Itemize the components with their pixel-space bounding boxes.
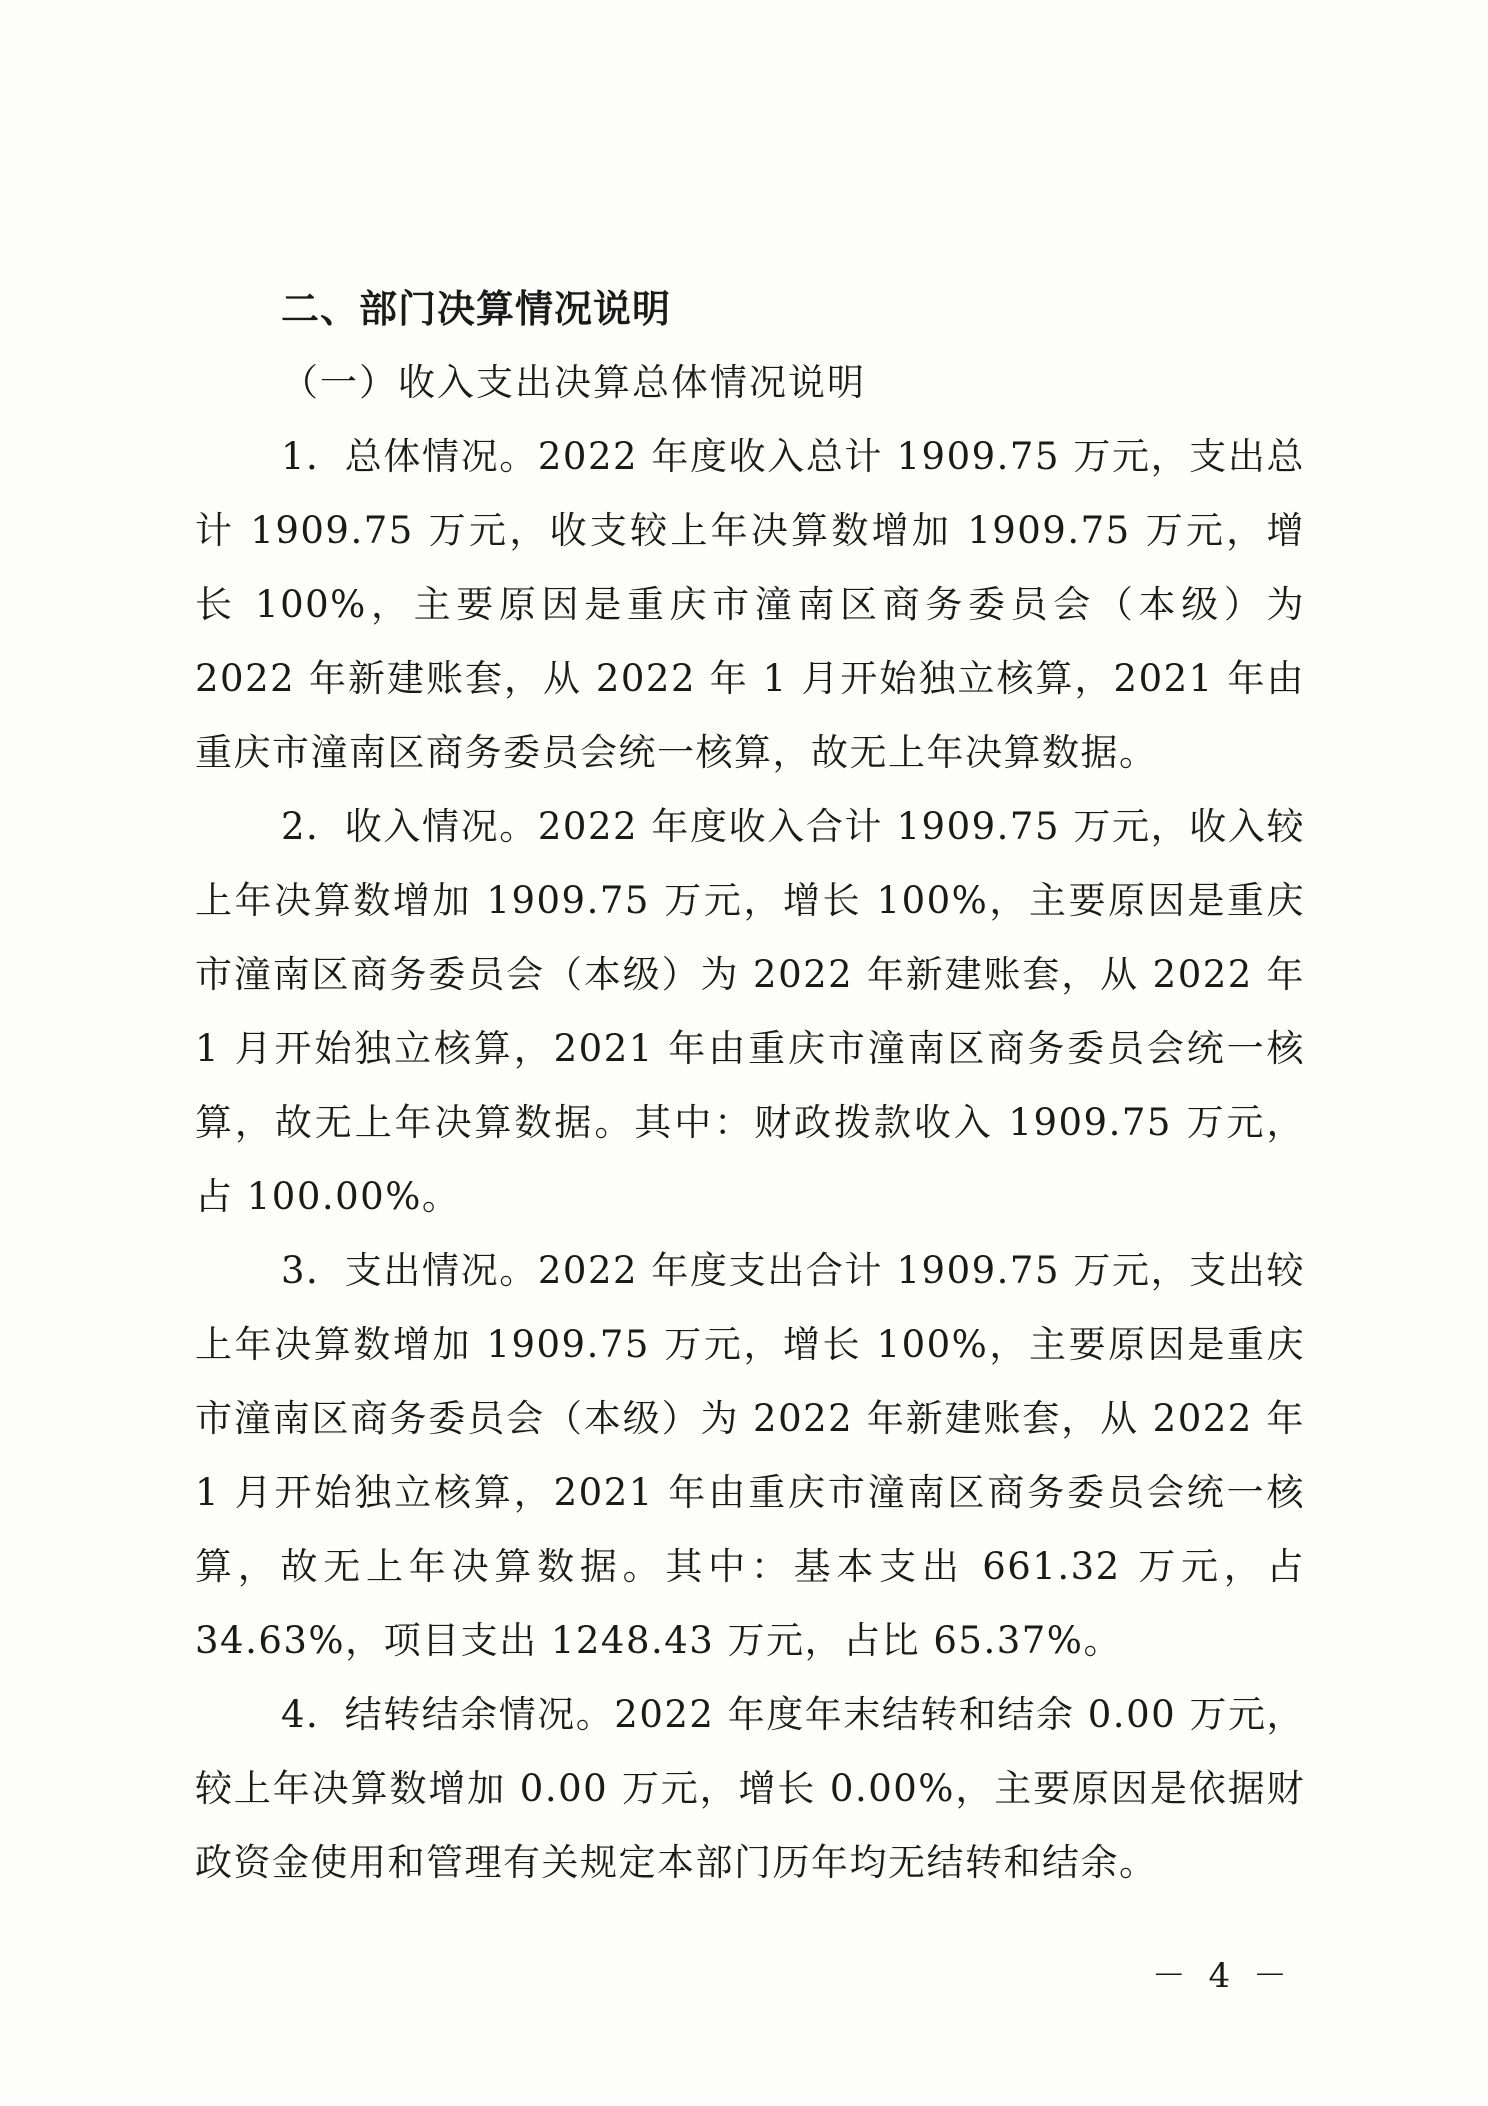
page-number: － 4 － [1151, 1956, 1293, 1996]
paragraph-carryover: 4．结转结余情况。2022 年度年末结转和结余 0.00 万元，较上年决算数增加 0.00 万元，增长 0.00%，主要原因是依据财政资金使用和管理有关规定本部门历年均无结转和结余。 [195, 1693, 1305, 1884]
section-heading: 二、部门决算情况说明 [281, 287, 672, 331]
document-body [195, 272, 1305, 1900]
subheading: （一）收入支出决算总体情况说明 [281, 361, 866, 404]
paragraph-overall: 1．总体情况。2022 年度收入总计 1909.75 万元，支出总计 1909.75 万元，收支较上年决算数增加 1909.75 万元，增长 100%，主要原因是重庆市潼南区商务委员会（本级）为 2022 年新建账套，从 2022 年 1 月开始独立核算，2021 年由重庆市潼南区商务委员会统一核算，故无上年决算数据。 [195, 435, 1305, 774]
paragraph-income: 2．收入情况。2022 年度收入合计 1909.75 万元，收入较上年决算数增加 1909.75 万元，增长 100%，主要原因是重庆市潼南区商务委员会（本级）为 2022 年新建账套，从 2022 年 1 月开始独立核算，2021 年由重庆市潼南区商务委员会统一核算，故无上年决算数据。其中：财政拨款收入 1909.75 万元，占 100.00%。 [195, 805, 1305, 1218]
paragraph-expenditure: 3．支出情况。2022 年度支出合计 1909.75 万元，支出较上年决算数增加 1909.75 万元，增长 100%，主要原因是重庆市潼南区商务委员会（本级）为 2022 年新建账套，从 2022 年 1 月开始独立核算，2021 年由重庆市潼南区商务委员会统一核算，故无上年决算数据。其中：基本支出 661.32 万元，占 34.63%，项目支出 1248.43 万元，占比 65.37%。 [195, 1249, 1305, 1662]
